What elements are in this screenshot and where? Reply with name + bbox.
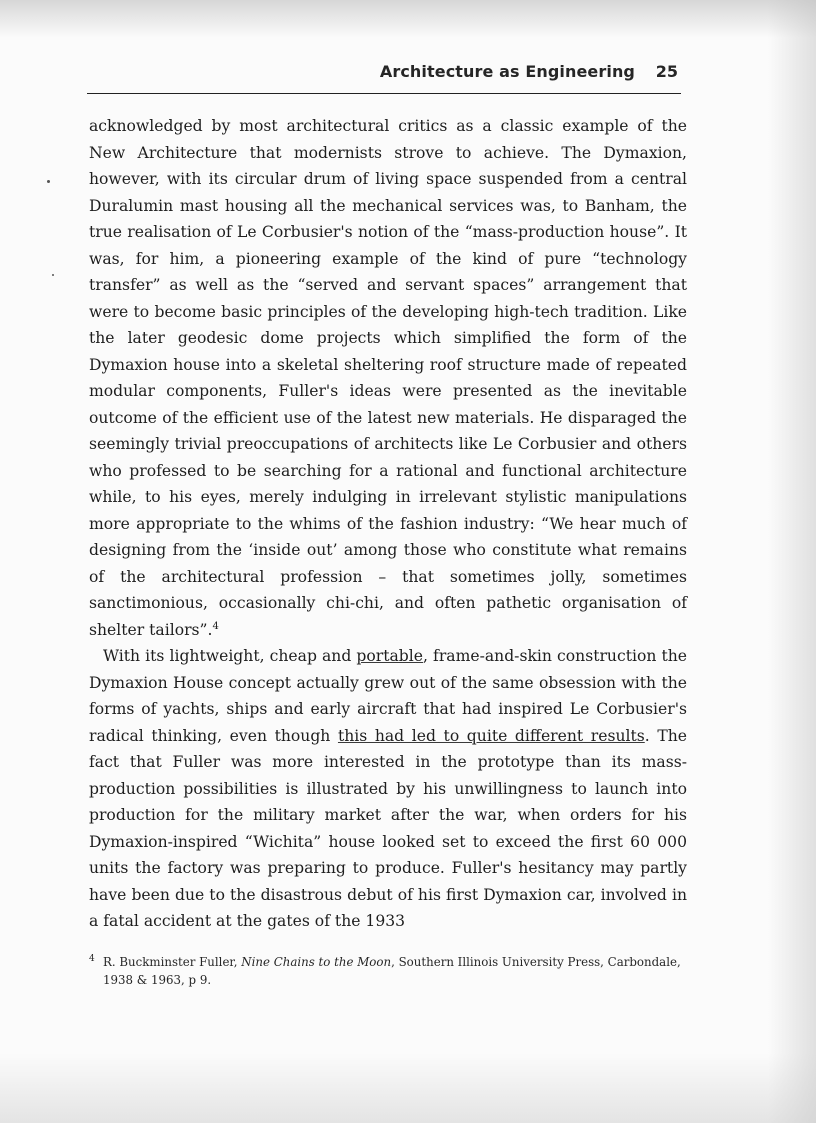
footnote xyxy=(89,953,689,989)
paragraph-2-text-b: , frame-and-skin construction the Dymaxion House concept actually grew out of the same obsession with the forms of yachts, ships and early aircraft that had inspired Le Corbusier's radical thinking, even though xyxy=(89,647,687,745)
running-title: Architecture as Engineering xyxy=(379,62,635,81)
footnote-marker: 4 xyxy=(89,954,95,964)
scan-shadow-top xyxy=(0,0,816,38)
footnote-book-title: Nine Chains to the Moon xyxy=(241,955,392,969)
paragraph-2 xyxy=(89,643,687,935)
footnote-text xyxy=(103,953,689,989)
footnote-author: R. Buckminster Fuller, xyxy=(103,955,242,969)
paragraph-2-text-c: . The fact that Fuller was more interested in the prototype than its mass-production possibilities is illustrated by his unwillingness to launch into production for the military market after the war, when orders for his Dymaxion-inspired “Wichita” house looked set to exceed the first 60 000 units the factory was preparing to produce. Fuller's hesitancy may partly have been due to the disastrous debut of his first Dymaxion car, involved in a fatal accident at the gates of the 1933 xyxy=(89,726,687,930)
scan-shadow-bottom xyxy=(0,1053,816,1123)
footnote-publisher: , Southern Illinois University Press, Carbondale, 1938 & 1963, p 9. xyxy=(103,955,681,987)
scan-shadow-right xyxy=(768,0,816,1123)
page-number: 25 xyxy=(655,62,678,81)
paragraph-1 xyxy=(89,113,687,643)
paragraph-2-text-a: With its lightweight, cheap and xyxy=(103,647,357,665)
underlined-phrase: this had led to quite different results xyxy=(337,726,645,745)
body-text xyxy=(89,113,687,935)
scan-speck xyxy=(47,180,50,183)
footnote-reference: 4 xyxy=(212,620,219,632)
page-header xyxy=(87,61,681,94)
underlined-word: portable xyxy=(356,647,424,665)
paragraph-1-text: acknowledged by most architectural critics as a classic example of the New Architecture that modernists strove to achieve. The Dymaxion, however, with its circular drum of living space suspended from a central Duralumin mast housing all the mechanical services was, to Banham, the true realisation of Le Corbusier's notion of the “mass-production house”. It was, for him, a pioneering example of the kind of pure “technology transfer” as well as the “served and servant spaces” arrangement that were to become basic principles of the developing high-tech tradition. Like the later geodesic dome projects which simplified the form of the Dymaxion house into a skeletal sheltering roof structure made of repeated modular components, Fuller's ideas were presented as the inevitable outcome of the efficient use of the latest new materials. He disparaged the seemingly trivial preoccupations of architects like Le Corbusier and others who professed to be searching for a rational and functional architecture while, to his eyes, merely indulging in irrelevant stylistic manipulations more appropriate to the whims of the fashion industry: “We hear much of designing from the ‘inside out’ among those who constitute what remains of the architectural profession – that sometimes jolly, sometimes sanctimonious, occasionally chi-chi, and often pathetic organisation of shelter tailors”. xyxy=(89,117,687,639)
scan-speck xyxy=(52,274,54,276)
